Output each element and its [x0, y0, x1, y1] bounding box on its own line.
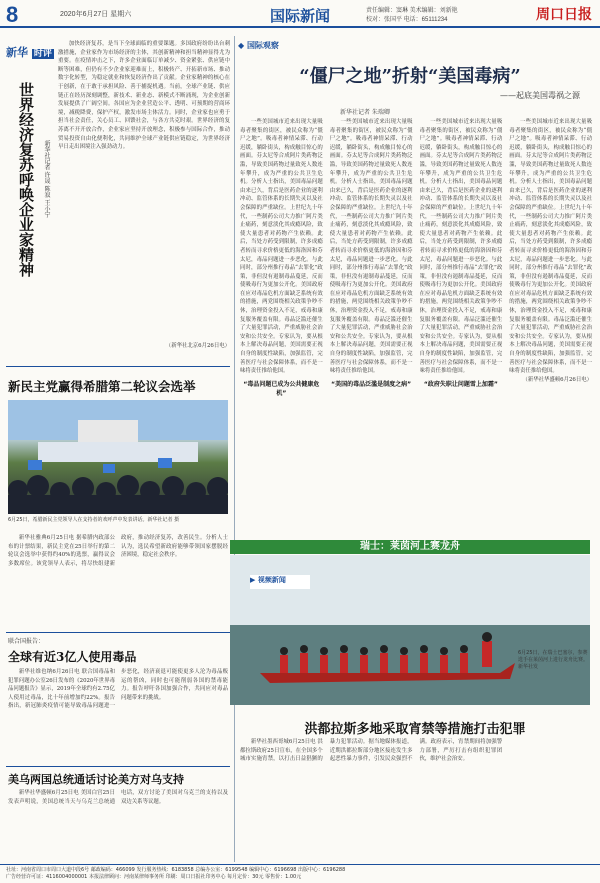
feature-subhead-2: “美国的毒品泛滥是制度之病”: [331, 380, 412, 388]
feature-dateline: （新华社华盛顿6月26日电）: [522, 376, 592, 383]
feature-body-wrap: [240, 118, 592, 534]
feature-body-part-3: 一些美国城市近来出现大量吸毒者聚集的街区，被民众称为“僵尸之地”。吸毒者神情呆滞、行动迟缓，躺卧街头，构成触目惊心的画面。芬太尼等合成阿片类药物泛滥，导致美国药物过量致死人数连年攀升，成为严重的公共卫生危机。分析人士指出，美国毒品问题由来已久，背后是医药企业的逐利冲动、监管体系的长期失灵以及社会保障的严重缺位。上世纪九十年代，一些制药公司大力推广阿片类止痛药，刻意淡化其成瘾风险，致使大量患者对药物产生依赖。此后，当处方药受到限制，许多成瘾者转而寻求价格更低的海洛因和芬太尼，毒品问题进一步恶化。与此同时，部分州推行毒品“去罪化”政策，非但没有遏制毒品蔓延，反而使吸毒行为更加公开化。美国政府在应对毒品危机方面缺乏系统有效的措施，两党围绕相关政策争吵不休，治理资金投入不足，戒毒和康复服务覆盖有限。毒品泛滥还催生了大量犯罪活动，严重威胁社会治安和公共安全。专家认为，要从根本上解决毒品问题，美国需要正视自身的制度性缺陷，加强监管，完善医疗与社会保障体系，而不是一味将责任推给他国。: [419, 119, 503, 375]
feature-headline: “僵尸之地”折射“美国毒病”: [299, 66, 521, 87]
economy-article-title: 世界经济复苏呼唤企业家精神: [17, 82, 35, 277]
column-divider: [234, 36, 235, 862]
election-article-body: 新华社雅典6月25日电 据希腊内政部公布的计票结果，新民主党在25日举行的第二轮议会选举中获得约40%的选票，赢得议会多数席位。该党领导人表示，将尽快组建新政府，推动经济复苏，改善民生。分析人士认为，选民希望新政府能够带领国家摆脱经济困境，稳定社会秩序。: [8, 535, 228, 567]
page-footer: [0, 864, 600, 883]
crowd-illustration: [8, 400, 228, 514]
drug-report-title: 全球有近3亿人使用毒品: [8, 650, 137, 664]
editors-line-2: 校对：张国平 电话：65111234: [366, 17, 448, 23]
feature-body-part-1: 一些美国城市近来出现大量吸毒者聚集的街区，被民众称为“僵尸之地”。吸毒者神情呆滞、行动迟缓，躺卧街头，构成触目惊心的画面。芬太尼等合成阿片类药物泛滥，导致美国药物过量致死人数连年攀升，成为严重的公共卫生危机。分析人士指出，美国毒品问题由来已久，背后是医药企业的逐利冲动、监管体系的长期失灵以及社会保障的严重缺位。上世纪九十年代，一些制药公司大力推广阿片类止痛药，刻意淡化其成瘾风险，致使大量患者对药物产生依赖。此后，当处方药受到限制，许多成瘾者转而寻求价格更低的海洛因和芬太尼，毒品问题进一步恶化。与此同时，部分州推行毒品“去罪化”政策，非但没有遏制毒品蔓延，反而使吸毒行为更加公开化。美国政府在应对毒品危机方面缺乏系统有效的措施，两党围绕相关政策争吵不休，治理资金投入不足，戒毒和康复服务覆盖有限。毒品泛滥还催生了大量犯罪活动，严重威胁社会治安和公共安全。专家认为，要从根本上解决毒品问题，美国需要正视自身的制度性缺陷，加强监管，完善医疗与社会保障体系，而不是一味将责任推给他国。: [240, 119, 323, 375]
brand-badge: 时评: [33, 49, 52, 59]
divider: [6, 632, 230, 633]
feature-subheadline: ——起底美国毒祸之源: [500, 91, 580, 100]
divider: [6, 766, 230, 767]
call-article-title: 美乌两国总统通话讨论美方对乌支持: [8, 773, 184, 786]
feature-subhead-1: “毒品问题已成为公共健康危机”: [243, 380, 320, 397]
election-article-title: 新民主党赢得希腊第二轮议会选举: [8, 379, 196, 394]
honduras-article-title: 洪都拉斯多地采取宵禁等措施打击犯罪: [304, 722, 526, 737]
video-news-tag: [250, 575, 310, 589]
honduras-article-body: 新华社墨西哥城6月25日电 洪都拉斯政府25日宣布，在全国多个城市实施宵禁，以打击日益猖獗的暴力犯罪活动。据当地媒体报道，近期洪都拉斯部分地区接连发生多起恶性暴力事件，引发民众强烈不满。政府表示，宵禁期间将加强警力部署，严厉打击有组织犯罪团伙，维护社会治安。: [240, 739, 503, 763]
feature-kicker: ◆ 国际观察: [238, 41, 279, 50]
economy-article-dateline: （新华社北京6月26日电）: [165, 343, 230, 349]
feature-body-part-4: 一些美国城市近来出现大量吸毒者聚集的街区，被民众称为“僵尸之地”。吸毒者神情呆滞、行动迟缓，躺卧街头，构成触目惊心的画面。芬太尼等合成阿片类药物泛滥，导致美国药物过量致死人数连年攀升，成为严重的公共卫生危机。分析人士指出，美国毒品问题由来已久，背后是医药企业的逐利冲动、监管体系的长期失灵以及社会保障的严重缺位。上世纪九十年代，一些制药公司大力推广阿片类止痛药，刻意淡化其成瘾风险，致使大量患者对药物产生依赖。此后，当处方药受到限制，许多成瘾者转而寻求价格更低的海洛因和芬太尼，毒品问题进一步恶化。与此同时，部分州推行毒品“去罪化”政策，非但没有遏制毒品蔓延，反而使吸毒行为更加公开化。美国政府在应对毒品危机方面缺乏系统有效的措施，两党围绕相关政策争吵不休，治理资金投入不足，戒毒和康复服务覆盖有限。毒品泛滥还催生了大量犯罪活动，严重威胁社会治安和公共安全。专家认为，要从根本上解决毒品问题，美国需要正视自身的制度性缺陷，加强监管，完善医疗与社会保障体系，而不是一味将责任推给他国。: [509, 119, 592, 375]
footer-line-1: 社址：河南省周口市周口大道中段6号 邮政编码：466099 发行服务热线：6183858 总编办公室：6199548 编辑中心：6196698 出版中心：6196288: [6, 867, 346, 873]
drug-report-body-wrap: [8, 668, 228, 764]
video-icon: ▶: [250, 576, 256, 584]
economy-article-body-wrap: [58, 40, 230, 358]
feature-subhead-3: “政府失职让问题雪上加霜”: [423, 380, 498, 388]
brand-prefix: 新华: [6, 46, 28, 59]
honduras-article-body-wrap: [240, 738, 592, 860]
election-photo: [8, 400, 228, 514]
drug-report-body: 新华社维也纳6月26日电 联合国毒品和犯罪问题办公室26日发布的《2020年世界毒品问题报告》显示，2019年全球约有2.75亿人使用过毒品，比十年前增加约22%。报告指出，新冠肺炎疫情可能导致毒品问题进一步恶化，经济衰退可能使更多人沦为毒品贩运的帮凶，同时也可能削弱各国的禁毒能力。报告呼吁各国加强合作，共同应对毒品问题带来的挑战。: [8, 669, 228, 710]
feature-kicker-text: 国际观察: [246, 41, 279, 50]
call-article-body: 新华社华盛顿6月25日电 美国白宫25日发表声明说，美国总统当天与乌克兰总统通电话，双方讨论了美国对乌克兰的支持以及双边关系等议题。: [8, 790, 228, 805]
issue-date: 2020年6月27日 星期六: [60, 11, 132, 18]
economy-article-body: 加快经济复苏，是当下全球面临的重要课题。多国政府纷纷出台刺激措施，企业家作为市场经济的主体，其创新精神和担当精神显得尤为重要。在疫情冲击之下，许多企业面临订单减少、资金紧张、供应链中断等困难，但仍有不少企业家迎难而上，积极转产、开拓新市场、推动数字化转型，为稳定就业和恢复经济作出了贡献。企业家精神的核心在于创新，在于敢于承担风险、善于捕捉机遇。当前，全球产业链、供应链正在经历深刻调整，新技术、新业态、新模式不断涌现，为企业创新发展提供了广阔空间。各国应为企业营造公平、透明、可预期的营商环境，减税降费，保护产权，激发市场主体活力。同时，企业家也应勇于担当社会责任，关心员工、回馈社会，与各方共克时艰。世界经济的复苏离不开开放合作，企业家应坚持开放理念，积极参与国际合作，推动贸易投资自由化便利化，共同维护全球产业链供应链稳定，为世界经济早日走出困境注入强劲动力。: [58, 41, 230, 151]
masthead: [0, 0, 600, 28]
election-article-body-wrap: [8, 534, 228, 630]
page-number: 8: [6, 2, 19, 27]
footer-line-2: 广告经营许可证：4116004000001 本报法律顾问：河南某律师事务所 印刷：周口日报社印务中心 每月定价：30元 零售价：1.00元: [6, 873, 302, 880]
dragon-boat-caption: 6月25日，在瑞士巴塞尔，参赛选手在莱茵河上进行龙舟比赛。新华社发: [518, 650, 589, 670]
divider: [6, 366, 230, 367]
election-photo-caption: 6月25日，希腊新民主党领导人在支持者的欢呼声中发表讲话。新华社记者 摄: [8, 517, 180, 523]
paper-logo: 周口日报: [536, 7, 592, 23]
economy-article-author: 新华社记者 许晟 陈寂 王小宁: [43, 140, 50, 218]
feature-byline: 新华社记者 朱瑞卿: [340, 109, 390, 116]
drug-report-kicker: 联合国报告：: [8, 638, 45, 645]
section-title: 国际新闻: [269, 7, 330, 25]
editors-line-1: 责任编辑：窦琳 美术编辑：刘新艳: [366, 8, 458, 14]
feature-columns: [240, 118, 592, 534]
call-article-body-wrap: [8, 789, 228, 861]
dragon-boat-banner: 瑞士：莱茵河上赛龙舟: [230, 540, 590, 554]
video-news-label: 视频新闻: [257, 576, 286, 584]
feature-body-part-2: 一些美国城市近来出现大量吸毒者聚集的街区，被民众称为“僵尸之地”。吸毒者神情呆滞、行动迟缓，躺卧街头，构成触目惊心的画面。芬太尼等合成阿片类药物泛滥，导致美国药物过量致死人数连年攀升，成为严重的公共卫生危机。分析人士指出，美国毒品问题由来已久，背后是医药企业的逐利冲动、监管体系的长期失灵以及社会保障的严重缺位。上世纪九十年代，一些制药公司大力推广阿片类止痛药，刻意淡化其成瘾风险，致使大量患者对药物产生依赖。此后，当处方药受到限制，许多成瘾者转而寻求价格更低的海洛因和芬太尼，毒品问题进一步恶化。与此同时，部分州推行毒品“去罪化”政策，非但没有遏制毒品蔓延，反而使吸毒行为更加公开化。美国政府在应对毒品危机方面缺乏系统有效的措施，两党围绕相关政策争吵不休，治理资金投入不足，戒毒和康复服务覆盖有限。毒品泛滥还催生了大量犯罪活动，严重威胁社会治安和公共安全。专家认为，要从根本上解决毒品问题，美国需要正视自身的制度性缺陷，加强监管，完善医疗与社会保障体系，而不是一味将责任推给他国。: [329, 119, 413, 375]
